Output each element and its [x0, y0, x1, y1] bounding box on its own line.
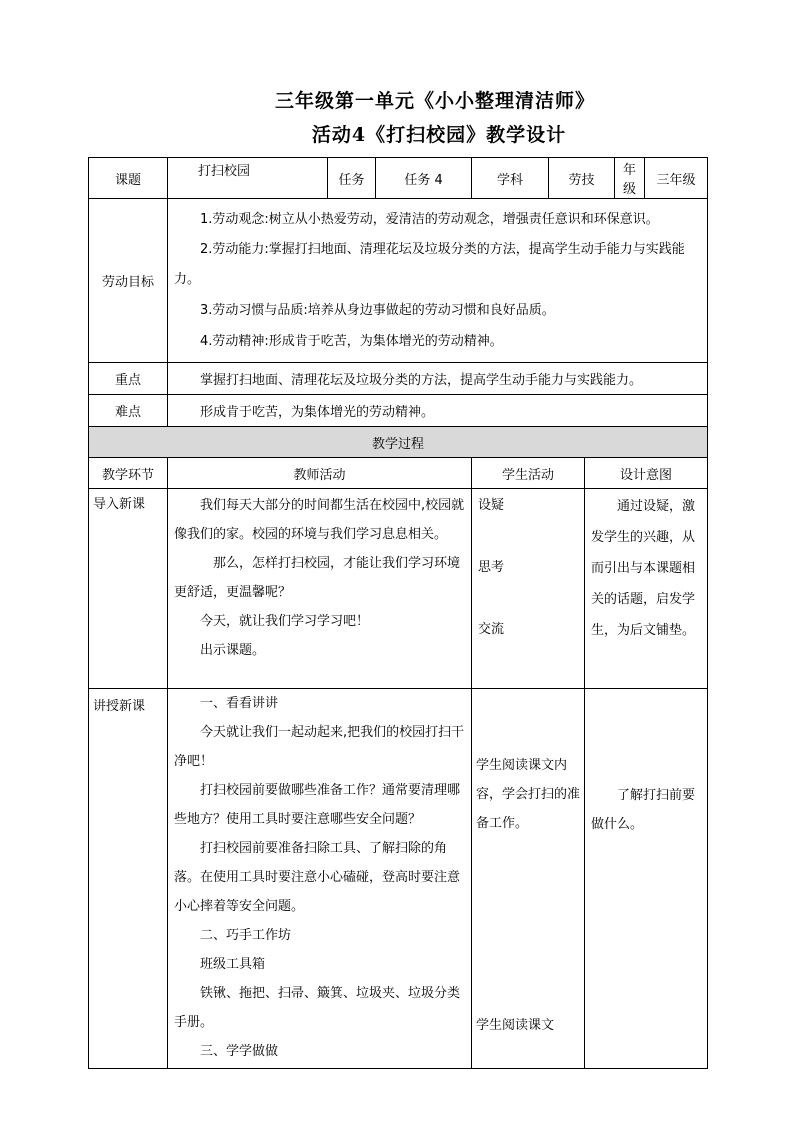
task-label: 任务: [328, 158, 376, 199]
teacher-line: 打扫校园前要做哪些准备工作？通常要清理哪些地方？使用工具时要注意哪些安全问题？: [174, 783, 461, 827]
teacher-line: 一、看看讲讲: [200, 696, 279, 711]
goals-row: [89, 199, 708, 363]
difficulty-row: [89, 395, 708, 427]
discipline-value: 劳技: [549, 158, 615, 199]
document-subtitle: 活动4《打扫校园》教学设计: [311, 124, 567, 146]
student-item: 设疑: [478, 498, 505, 513]
column-header-row: [89, 458, 708, 489]
difficulty-label: 难点: [89, 395, 168, 427]
teacher-line: 今天，就让我们学习学习吧！: [200, 614, 370, 629]
lesson-plan-table: [88, 157, 708, 1069]
lecture-student: [472, 689, 585, 1069]
student-item: 学生阅读课文: [476, 1018, 555, 1033]
teacher-line: 铁锹、拖把、扫帚、簸箕、垃圾夹、垃圾分类手册。: [174, 986, 461, 1030]
teacher-line: 我们每天大部分的时间都生活在校园中,校园就像我们的家。校园的环境与我们学习息息相关。: [174, 498, 465, 542]
process-title-row: [89, 427, 708, 458]
teacher-line: 班级工具箱: [200, 957, 266, 972]
intent-text: 通过设疑，激发学生的兴趣，从而引出与本课题相关的话题，启发学生，为后文铺垫。: [591, 499, 696, 638]
teacher-line: 今天就让我们一起动起来,把我们的校园打扫干净吧！: [174, 725, 465, 769]
process-title: 教学过程: [89, 427, 708, 458]
col-student: 学生活动: [472, 458, 585, 489]
goal-item: 2.劳动能力:掌握打扫地面、清理花坛及垃圾分类的方法，提高学生动手能力与实践能力。: [174, 242, 685, 287]
subject-label: 课题: [89, 158, 168, 199]
teacher-line: 打扫校园前要准备扫除工具、了解扫除的角落。在使用工具时要注意小心磕碰，登高时要注意小心摔着等安全问题。: [174, 841, 461, 914]
teacher-line: 那么，怎样打扫校园，才能让我们学习环境更舒适，更温馨呢？: [174, 556, 461, 600]
teacher-line: 二、巧手工作坊: [200, 928, 292, 943]
grade-label: 年级: [615, 158, 645, 199]
intro-row: [89, 489, 708, 689]
document-title: 三年级第一单元《小小整理清洁师》: [274, 90, 595, 112]
lecture-row: [89, 689, 708, 1069]
teacher-line: 出示课题。: [200, 643, 266, 658]
key-point-row: [89, 363, 708, 395]
goals-label: 劳动目标: [89, 199, 168, 363]
goal-item: 4.劳动精神:形成肯于吃苦，为集体增光的劳动精神。: [200, 334, 503, 349]
intent-text: 了解打扫前要做什么。: [591, 788, 696, 832]
intro-intent: [585, 489, 708, 689]
grade-value: 三年级: [645, 158, 708, 199]
difficulty-text: 形成肯于吃苦，为集体增光的劳动精神。: [168, 395, 708, 427]
lecture-teacher: [168, 689, 472, 1069]
lecture-stage: 讲授新课: [89, 689, 168, 1069]
student-item: 交流: [478, 622, 505, 637]
lecture-intent: [585, 689, 708, 1069]
col-stage: 教学环节: [89, 458, 168, 489]
col-intent: 设计意图: [585, 458, 708, 489]
goal-item: 3.劳动习惯与品质:培养从身边事做起的劳动习惯和良好品质。: [200, 303, 555, 318]
goals-content: [168, 199, 708, 363]
intro-student: [472, 489, 585, 689]
col-teacher: 教师活动: [168, 458, 472, 489]
goal-item: 1.劳动观念:树立从小热爱劳动，爱清洁的劳动观念，增强责任意识和环保意识。: [200, 212, 659, 227]
intro-stage: 导入新课: [89, 489, 168, 689]
student-item: 思考: [478, 560, 505, 575]
teacher-line: 三、学学做做: [200, 1044, 279, 1059]
key-point-text: 掌握打扫地面、清理花坛及垃圾分类的方法，提高学生动手能力与实践能力。: [168, 363, 708, 395]
header-row: [89, 158, 708, 199]
student-item: 学生阅读课文内容，学会打扫的准备工作。: [476, 758, 581, 831]
key-point-label: 重点: [89, 363, 168, 395]
discipline-label: 学科: [472, 158, 549, 199]
task-value: 任务 4: [376, 158, 472, 199]
intro-teacher: [168, 489, 472, 689]
subject-value: 打扫校园: [168, 158, 328, 199]
